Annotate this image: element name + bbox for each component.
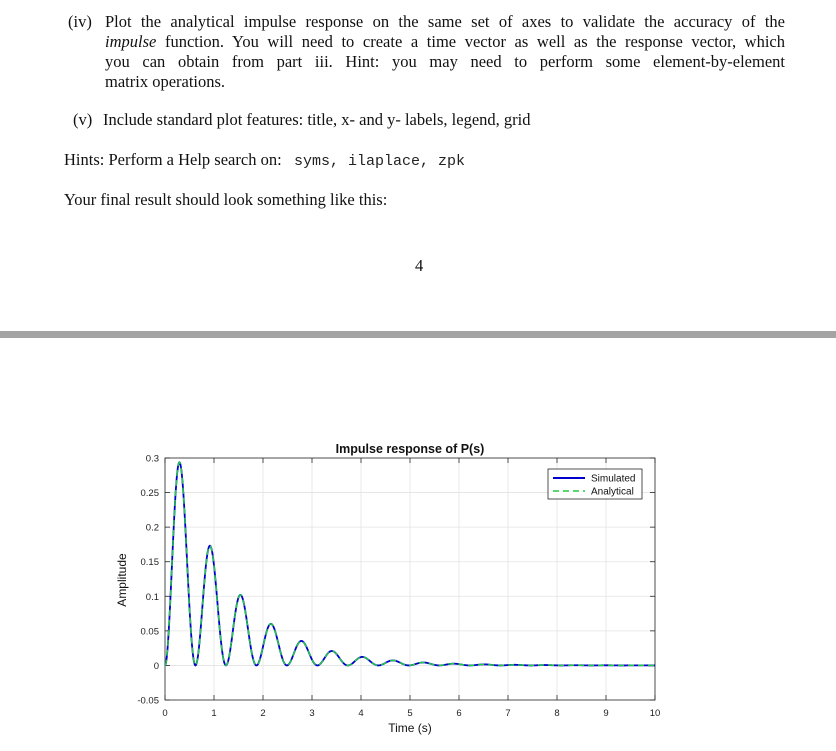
hints-label: Hints: Perform a Help search on:	[64, 150, 282, 169]
item-text: Include standard plot features: title, x- and y- labels, legend, grid	[103, 110, 531, 129]
final-result-text: Your final result should look something like this:	[64, 190, 388, 209]
x-tick-label: 2	[260, 708, 266, 719]
document-page	[0, 0, 836, 331]
y-tick-label: -0.05	[137, 695, 159, 707]
y-axis-label: Amplitude	[115, 553, 129, 607]
x-tick-label: 4	[358, 708, 364, 719]
legend	[548, 469, 642, 499]
x-tick-label: 10	[649, 708, 661, 719]
legend-label: Analytical	[591, 486, 634, 498]
page-number: 4	[415, 256, 424, 275]
text-line: matrix operations.	[105, 72, 226, 91]
x-tick-label: 3	[309, 708, 315, 719]
x-tick-label: 6	[456, 708, 462, 719]
figure-area	[0, 338, 836, 746]
y-tick-label: 0.05	[140, 626, 159, 638]
x-tick-label: 1	[211, 708, 217, 719]
x-tick-label: 7	[505, 708, 511, 719]
x-tick-label: 9	[603, 708, 609, 719]
text-line: you can obtain from part iii. Hint: you may need to perform some element-by-element	[105, 52, 785, 71]
chart-title: Impulse response of P(s)	[335, 442, 485, 456]
x-axis-label: Time (s)	[388, 721, 432, 735]
italic-word: impulse	[105, 32, 157, 51]
text-line-rest: function. You will need to create a time vector as well as the response vector, which	[156, 32, 785, 51]
hints-code: syms, ilaplace, zpk	[294, 153, 466, 170]
list-item-iv	[68, 12, 788, 96]
item-number: (iv)	[68, 12, 92, 31]
list-item-v	[73, 110, 793, 132]
y-tick-label: 0	[153, 660, 159, 672]
x-tick-label: 5	[407, 708, 413, 719]
y-tick-label: 0.25	[140, 488, 159, 500]
legend-label: Simulated	[591, 473, 636, 485]
hints-line	[64, 150, 784, 172]
y-tick-label: 0.2	[145, 522, 159, 534]
impulse-response-chart	[0, 338, 836, 746]
item-number: (v)	[73, 110, 93, 129]
text-line: Plot the analytical impulse response on the same set of axes to validate the accuracy of the	[105, 12, 785, 31]
y-tick-label: 0.1	[145, 591, 159, 603]
y-tick-label: 0.15	[140, 557, 159, 569]
item-text	[105, 12, 785, 92]
x-tick-label: 0	[162, 708, 168, 719]
y-tick-label: 0.3	[145, 453, 159, 465]
text-line	[105, 32, 785, 52]
x-tick-label: 8	[554, 708, 560, 719]
page-divider	[0, 331, 836, 338]
